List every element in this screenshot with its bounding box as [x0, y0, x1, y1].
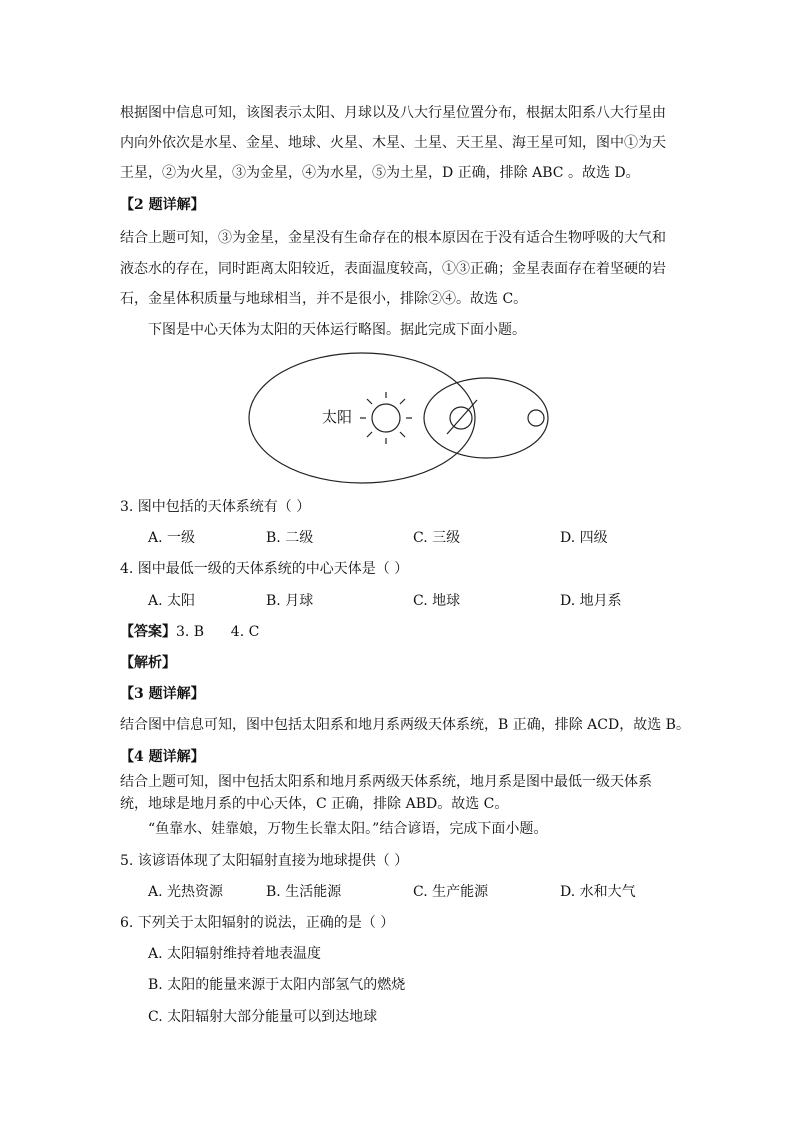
- explanation-line: 根据图中信息可知，该图表示太阳、月球以及八大行星位置分布，根据太阳系八大行星由: [120, 105, 666, 121]
- q6-option-c: C. 太阳辐射大部分能量可以到达地球: [148, 1009, 378, 1025]
- q3-detail-heading: 【3 题详解】: [120, 686, 205, 702]
- q3-option-c: C. 三级: [413, 530, 461, 546]
- q2-detail-line: 结合上题可知，③为金星，金星没有生命存在的根本原因在于没有适合生物呼吸的大气和: [120, 230, 666, 246]
- q3-option-a: A. 一级: [148, 530, 196, 546]
- intro-q3-q4: 下图是中心天体为太阳的天体运行略图。据此完成下面小题。: [148, 322, 526, 338]
- q4-option-b: B. 月球: [266, 593, 314, 609]
- q2-detail-line: 石，金星体积质量与地球相当，并不是很小，排除②④。故选 C。: [120, 291, 528, 307]
- q5-stem: 5. 该谚语体现了太阳辐射直接为地球提供（ ）: [120, 853, 409, 869]
- moon-icon: [528, 410, 544, 426]
- q6-option-b: B. 太阳的能量来源于太阳内部氢气的燃烧: [148, 977, 406, 993]
- q4-option-c: C. 地球: [413, 593, 461, 609]
- q3-stem: 3. 图中包括的天体系统有（ ）: [120, 499, 311, 515]
- sun-label: 太阳: [322, 408, 353, 426]
- q3-detail-line: 结合图中信息可知，图中包括太阳系和地月系两级天体系统，B 正确，排除 ACD，故选 B。: [120, 717, 690, 733]
- analysis-label: 【解析】: [120, 655, 176, 671]
- answer-label: 【答案】: [120, 624, 176, 640]
- answer-text: 3. B 4. C: [176, 624, 260, 640]
- q4-detail-line: 结合上题可知，图中包括太阳系和地月系两级天体系统，地月系是图中最低一级天体系: [120, 774, 652, 790]
- sun-icon: [372, 404, 400, 432]
- explanation-line: 王星，②为火星，③为金星，④为水星，⑤为土星，D 正确，排除 ABC 。故选 D。: [120, 165, 640, 181]
- q4-detail-line: 统，地球是地月系的中心天体，C 正确，排除 ABD。故选 C。: [120, 796, 509, 812]
- q6-option-a: A. 太阳辐射维持着地表温度: [148, 946, 322, 962]
- q4-option-d: D. 地月系: [560, 593, 622, 609]
- q5-option-a: A. 光热资源: [148, 884, 224, 900]
- q4-stem: 4. 图中最低一级的天体系统的中心天体是（ ）: [120, 561, 409, 577]
- q6-stem: 6. 下列关于太阳辐射的说法，正确的是（ ）: [120, 915, 395, 931]
- q2-detail-heading: 【2 题详解】: [120, 197, 205, 213]
- answer-line: [120, 622, 259, 642]
- q3-option-d: D. 四级: [560, 530, 608, 546]
- q4-detail-heading: 【4 题详解】: [120, 749, 205, 765]
- q4-option-a: A. 太阳: [148, 593, 196, 609]
- q5-option-d: D. 水和大气: [560, 884, 636, 900]
- intro-q5-q6: “鱼靠水、娃靠娘，万物生长靠太阳。”结合谚语，完成下面小题。: [148, 821, 548, 837]
- q3-option-b: B. 二级: [266, 530, 314, 546]
- earth-moon-orbit-ellipse: [424, 378, 548, 458]
- q2-detail-line: 液态水的存在，同时距离太阳较近，表面温度较高，①③正确；金星表面存在着坚硬的岩: [120, 261, 666, 277]
- explanation-line: 内向外依次是水星、金星、地球、火星、木星、土星、天王星、海王星可知，图中①为天: [120, 135, 666, 151]
- q5-option-c: C. 生产能源: [413, 884, 489, 900]
- q5-option-b: B. 生活能源: [266, 884, 342, 900]
- sun-rays: [360, 392, 412, 444]
